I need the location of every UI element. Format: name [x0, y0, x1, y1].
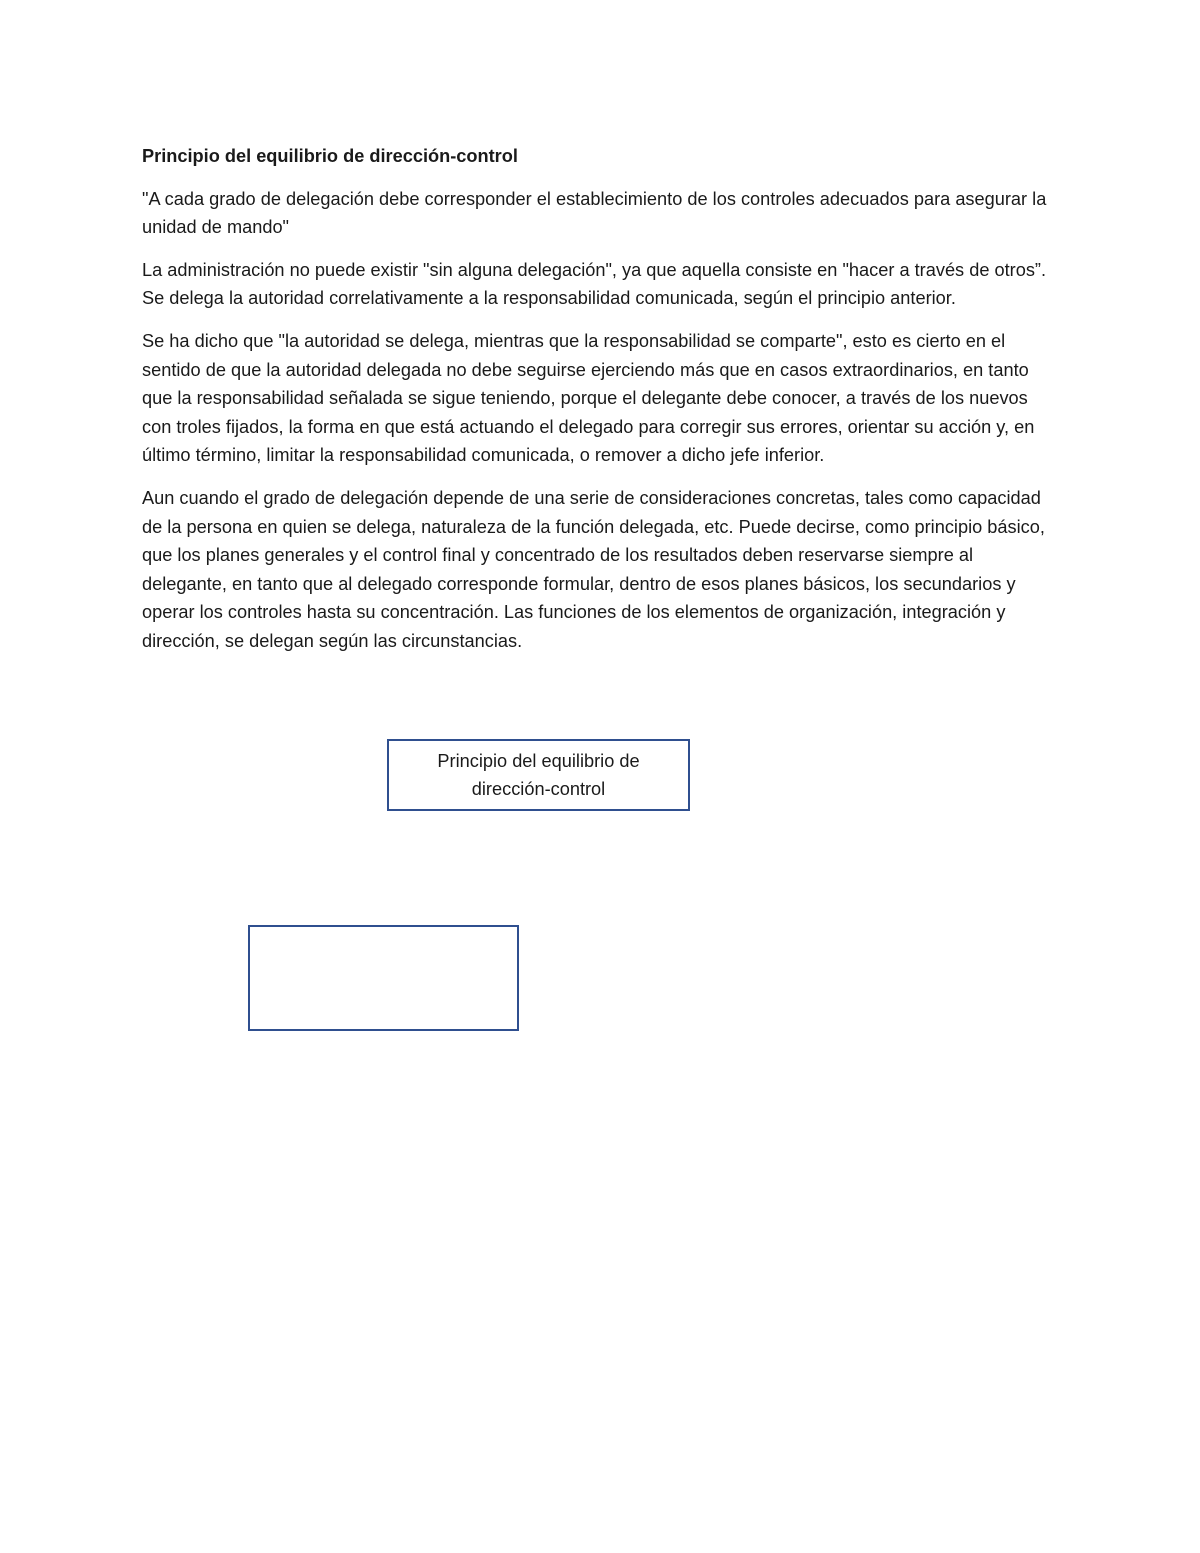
diagram-box-empty [248, 925, 519, 1031]
diagram-box-label: Principio del equilibrio de dirección-control [437, 751, 640, 799]
document-heading: Principio del equilibrio de dirección-control [142, 146, 518, 166]
paragraph-authority: Se ha dicho que "la autoridad se delega, mientras que la responsabilidad se comparte", esto es cierto en el sentido de que la autoridad delegada no debe seguirse ejerciendo más que en casos extraordinarios, en tanto que la responsabilidad señalada se sigue teniendo, porque el delegante debe conocer, a través de los nuevos con troles fijados, la forma en que está actuando el delegado para corregir sus errores, orientar su acción y, en último término, limitar la responsabilidad comunicada, o remover a dicho jefe inferior. [142, 330, 1035, 466]
paragraph-delegation-degree: Aun cuando el grado de delegación depende de una serie de consideraciones concretas, tales como capacidad de la persona en quien se delega, naturaleza de la función delegada, etc. Puede decirse, como principio básico, que los planes generales y el control final y concentrado de los resultados deben reservarse siempre al delegante, en tanto que al delegado corresponde formular, dentro de esos planes básicos, los secundarios y operar los controles hasta su concentración. Las funciones de los elementos de organización, integración y dirección, se delegan según las circunstancias. [142, 487, 1045, 651]
paragraph-administration: La administración no puede existir "sin alguna delegación", ya que aquella consiste en "hacer a través de otros”. Se delega la autoridad correlativamente a la responsabilidad comunicada, según el principio anterior. [142, 259, 1047, 309]
paragraph-quote: "A cada grado de delegación debe corresponder el establecimiento de los controles adecuados para asegurar la unidad de mando" [142, 188, 1047, 238]
diagram-box-principle [387, 739, 690, 811]
document-body [142, 142, 1060, 670]
